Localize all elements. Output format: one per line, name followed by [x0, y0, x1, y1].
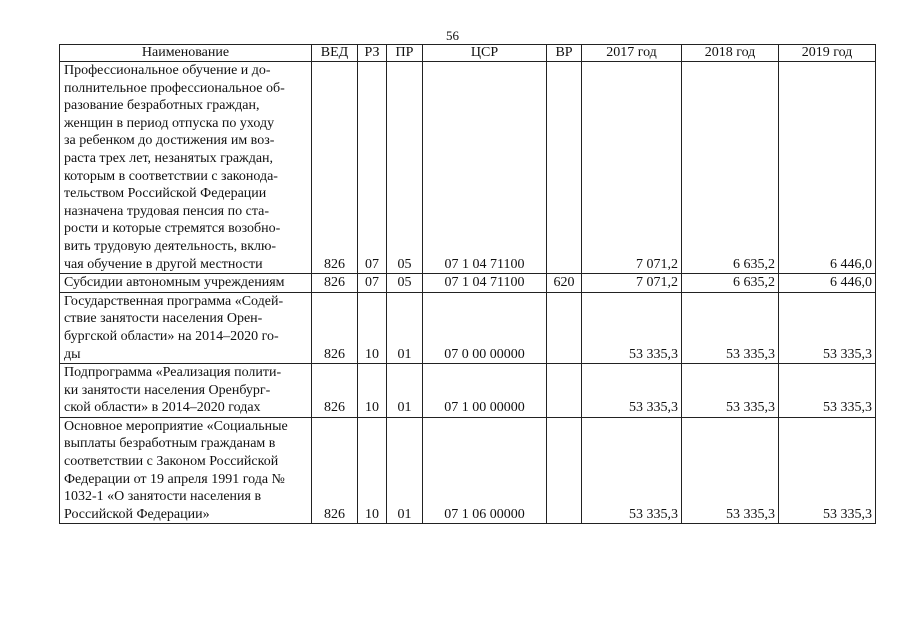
table-row	[60, 417, 876, 524]
cell-csr: 07 1 04 71100	[423, 274, 547, 293]
row-name-line: разование безработных граждан,	[64, 98, 260, 114]
header-pr: ПР	[387, 45, 423, 62]
cell-2017: 53 335,3	[582, 417, 682, 524]
row-name-line: Государственная программа «Содей-	[64, 293, 284, 309]
cell-2019: 6 446,0	[779, 62, 876, 274]
cell-2019: 53 335,3	[779, 364, 876, 418]
cell-ved: 826	[312, 364, 358, 418]
cell-2017: 7 071,2	[582, 274, 682, 293]
cell-2019: 53 335,3	[779, 417, 876, 524]
cell-pr: 01	[387, 417, 423, 524]
row-name	[60, 62, 312, 274]
row-name-line: ки занятости населения Оренбург-	[64, 382, 271, 398]
row-name-line: полнительное профессиональное об-	[64, 80, 285, 96]
cell-csr: 07 1 00 00000	[423, 364, 547, 418]
cell-csr: 07 1 04 71100	[423, 62, 547, 274]
row-name-line: которым в соответствии с законода-	[64, 168, 278, 184]
header-2017: 2017 год	[582, 45, 682, 62]
table-row	[60, 62, 876, 274]
table-row	[60, 292, 876, 363]
cell-2019: 6 446,0	[779, 274, 876, 293]
cell-vr	[547, 292, 582, 363]
cell-ved: 826	[312, 274, 358, 293]
row-name-line: за ребенком до достижения им воз-	[64, 133, 275, 149]
row-name-line: Подпрограмма «Реализация полити-	[64, 365, 282, 381]
cell-vr	[547, 417, 582, 524]
row-name-line: Профессиональное обучение и до-	[64, 63, 271, 78]
cell-csr: 07 1 06 00000	[423, 417, 547, 524]
table-row	[60, 274, 876, 293]
cell-pr: 01	[387, 364, 423, 418]
cell-pr: 05	[387, 62, 423, 274]
row-name-line: Основное мероприятие «Социальные	[64, 418, 288, 434]
cell-2019: 53 335,3	[779, 292, 876, 363]
row-name-line: бургской области» на 2014–2020 го-	[64, 328, 279, 344]
cell-2018: 53 335,3	[682, 364, 779, 418]
row-name-line: ды	[64, 346, 81, 362]
row-name	[60, 274, 312, 293]
header-ved: ВЕД	[312, 45, 358, 62]
cell-ved: 826	[312, 292, 358, 363]
cell-pr: 05	[387, 274, 423, 293]
cell-vr	[547, 62, 582, 274]
header-2019: 2019 год	[779, 45, 876, 62]
row-name-line: ской области» в 2014–2020 годах	[64, 400, 261, 416]
row-name-line: соответствии с Законом Российской	[64, 454, 279, 470]
page-number: 56	[446, 28, 459, 43]
cell-vr	[547, 364, 582, 418]
table-row	[60, 364, 876, 418]
budget-table	[59, 44, 876, 524]
row-name-line: Федерации от 19 апреля 1991 года №	[64, 471, 285, 487]
cell-2018: 53 335,3	[682, 417, 779, 524]
row-name-line: рости и которые стремятся возобно-	[64, 221, 281, 237]
row-name-line: 1032-1 «О занятости населения в	[64, 489, 262, 505]
cell-2017: 53 335,3	[582, 292, 682, 363]
cell-rz: 07	[358, 274, 387, 293]
header-vr: ВР	[547, 45, 582, 62]
cell-rz: 10	[358, 292, 387, 363]
cell-ved: 826	[312, 417, 358, 524]
cell-vr: 620	[547, 274, 582, 293]
cell-2017: 53 335,3	[582, 364, 682, 418]
row-name-line: выплаты безработным гражданам в	[64, 436, 276, 452]
row-name-line: ствие занятости населения Орен-	[64, 311, 263, 327]
row-name-line: Российской Федерации»	[64, 506, 210, 522]
cell-2017: 7 071,2	[582, 62, 682, 274]
header-rz: РЗ	[358, 45, 387, 62]
cell-2018: 53 335,3	[682, 292, 779, 363]
row-name-line: женщин в период отпуска по уходу	[64, 115, 275, 131]
cell-csr: 07 0 00 00000	[423, 292, 547, 363]
cell-2018: 6 635,2	[682, 274, 779, 293]
cell-2018: 6 635,2	[682, 62, 779, 274]
header-name: Наименование	[60, 45, 312, 62]
cell-pr: 01	[387, 292, 423, 363]
cell-rz: 07	[358, 62, 387, 274]
row-name-line: Субсидии автономным учреждениям	[64, 275, 285, 291]
row-name-line: тельством Российской Федерации	[64, 186, 267, 202]
cell-rz: 10	[358, 417, 387, 524]
header-csr: ЦСР	[423, 45, 547, 62]
row-name	[60, 364, 312, 418]
table-header-row	[60, 45, 876, 62]
header-2018: 2018 год	[682, 45, 779, 62]
row-name-line: назначена трудовая пенсия по ста-	[64, 203, 269, 219]
row-name	[60, 417, 312, 524]
row-name-line: раста трех лет, незанятых граждан,	[64, 150, 274, 166]
row-name	[60, 292, 312, 363]
row-name-line: чая обучение в другой местности	[64, 256, 263, 272]
cell-ved: 826	[312, 62, 358, 274]
row-name-line: вить трудовую деятельность, вклю-	[64, 238, 277, 254]
cell-rz: 10	[358, 364, 387, 418]
